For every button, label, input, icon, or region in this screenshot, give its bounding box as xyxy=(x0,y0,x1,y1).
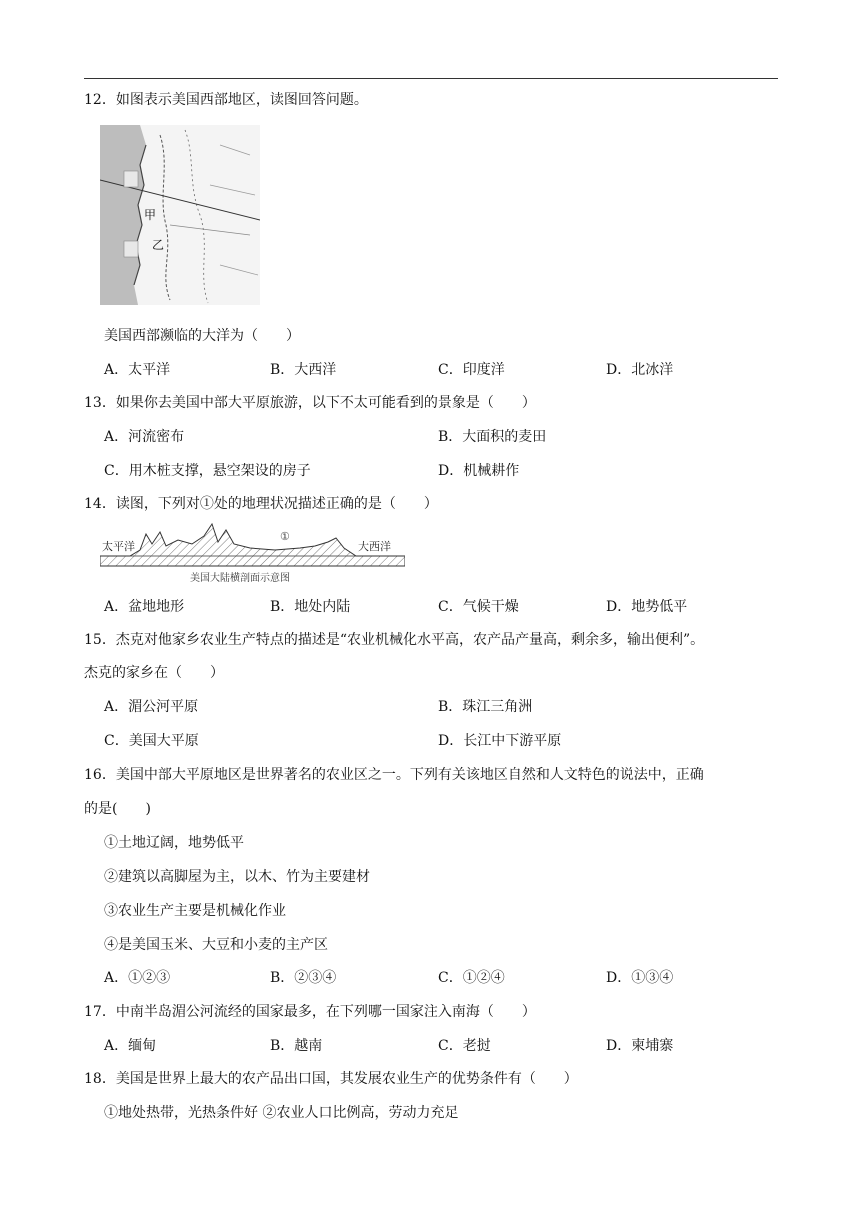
q16-option-c[interactable]: C．①②④ xyxy=(438,970,505,986)
q18-stem: 18．美国是世界上最大的农产品出口国，其发展农业生产的优势条件有（ ） xyxy=(84,1071,578,1087)
q14-option-a[interactable]: A．盆地地形 xyxy=(104,599,185,615)
map-label-jia: 甲 xyxy=(144,208,157,222)
q14-option-b[interactable]: B．地处内陆 xyxy=(270,599,351,615)
q15-option-b[interactable]: B．珠江三角洲 xyxy=(438,699,533,715)
q15-stem-line1: 15．杰克对他家乡农业生产特点的描述是“农业机械化水平高，农产品产量高，剩余多，输出便利”。 xyxy=(84,632,705,648)
q15-option-c[interactable]: C．美国大平原 xyxy=(104,733,199,749)
q17-option-d[interactable]: D．柬埔寨 xyxy=(606,1038,674,1054)
header-rule xyxy=(84,78,778,79)
q13-option-c[interactable]: C．用木桩支撑，悬空架设的房子 xyxy=(104,463,311,479)
q17-option-b[interactable]: B．越南 xyxy=(270,1038,323,1054)
profile-left-label: 太平洋 xyxy=(102,540,135,553)
profile-caption: 美国大陆横剖面示意图 xyxy=(190,573,290,584)
q12-option-c[interactable]: C．印度洋 xyxy=(438,362,505,378)
us-cross-section-diagram xyxy=(100,522,405,586)
q13-stem: 13．如果你去美国中部大平原旅游，以下不太可能看到的景象是（ ） xyxy=(84,395,536,411)
q16-item-4: ④是美国玉米、大豆和小麦的主产区 xyxy=(104,937,328,953)
q13-option-a[interactable]: A．河流密布 xyxy=(104,429,185,445)
q14-option-c[interactable]: C．气候干燥 xyxy=(438,599,519,615)
q14-option-d[interactable]: D．地势低平 xyxy=(606,599,688,615)
q16-stem-line1: 16．美国中部大平原地区是世界著名的农业区之一。下列有关该地区自然和人文特色的说法中，正确 xyxy=(84,767,704,783)
q17-stem: 17．中南半岛湄公河流经的国家最多，在下列哪一国家注入南海（ ） xyxy=(84,1004,536,1020)
q13-option-d[interactable]: D．机械耕作 xyxy=(438,463,520,479)
map-label-yi: 乙 xyxy=(152,238,165,252)
q12-option-a[interactable]: A．太平洋 xyxy=(104,362,171,378)
q12-sub: 美国西部濒临的大洋为（ ） xyxy=(104,328,300,344)
q17-option-c[interactable]: C．老挝 xyxy=(438,1038,491,1054)
profile-marker: ① xyxy=(280,530,290,543)
q13-option-b[interactable]: B．大面积的麦田 xyxy=(438,429,547,445)
q12-option-d[interactable]: D．北冰洋 xyxy=(606,362,674,378)
q12-option-b[interactable]: B．大西洋 xyxy=(270,362,337,378)
q16-option-d[interactable]: D．①③④ xyxy=(606,970,674,986)
q16-stem-line2: 的是( ) xyxy=(84,801,151,817)
profile-right-label: 大西洋 xyxy=(358,540,391,553)
q16-item-3: ③农业生产主要是机械化作业 xyxy=(104,903,286,919)
q17-option-a[interactable]: A．缅甸 xyxy=(104,1038,157,1054)
q15-option-d[interactable]: D．长江中下游平原 xyxy=(438,733,562,749)
q15-stem-line2: 杰克的家乡在（ ） xyxy=(84,665,224,681)
q12-stem: 12．如图表示美国西部地区，读图回答问题。 xyxy=(84,92,368,108)
q18-items: ①地处热带，光热条件好 ②农业人口比例高，劳动力充足 xyxy=(104,1105,459,1121)
west-us-map xyxy=(100,125,260,305)
q15-option-a[interactable]: A．湄公河平原 xyxy=(104,699,199,715)
q16-item-1: ①土地辽阔，地势低平 xyxy=(104,835,244,851)
q16-option-b[interactable]: B．②③④ xyxy=(270,970,337,986)
q16-option-a[interactable]: A．①②③ xyxy=(104,970,171,986)
q14-stem: 14．读图，下列对①处的地理状况描述正确的是（ ） xyxy=(84,496,438,512)
q16-item-2: ②建筑以高脚屋为主，以木、竹为主要建材 xyxy=(104,869,370,885)
